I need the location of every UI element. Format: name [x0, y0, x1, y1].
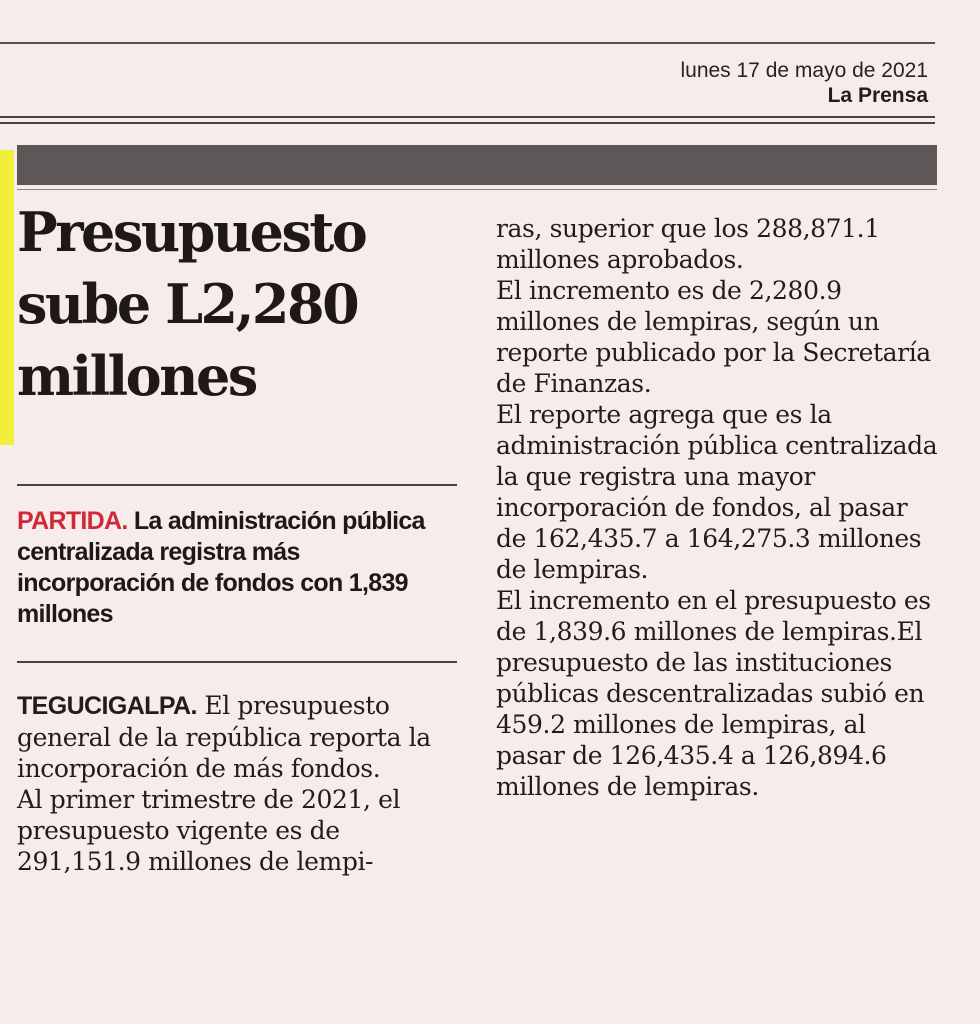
paragraph: El incremento en el presupuesto es de 1,839.6 millones de lempiras.El presupuesto de las instituciones públicas descentralizadas subió en 459.2 millones de lempiras, al pasar de 126,435.4 a 126,894.6 millones de lempiras.: [496, 586, 931, 801]
dateline: TEGUCIGALPA.: [17, 692, 197, 720]
top-rule: [0, 42, 935, 44]
issue-date: lunes 17 de mayo de 2021: [680, 59, 928, 82]
deck-text: La administración pública centralizada registra más incorporación de fondos con 1,839 millones: [17, 507, 425, 628]
headline-line: Presupuesto: [17, 200, 366, 264]
paragraph: [17, 690, 459, 784]
headline-line: millones: [17, 344, 256, 408]
paragraph: El incremento es de 2,280.9 millones de lempiras, según un reporte publicado por la Secretaría de Finanzas.: [496, 276, 931, 398]
double-rule: [0, 116, 935, 124]
section-band: [17, 145, 937, 185]
deck-top-rule: [17, 484, 457, 486]
deck-kicker: PARTIDA.: [17, 507, 128, 535]
highlighter-mark: [0, 150, 14, 445]
headline: [17, 196, 417, 412]
band-underline: [17, 189, 937, 190]
article-deck: [17, 506, 462, 630]
paragraph-text: El presupuesto general de la república reporta la incorporación de más fondos.: [17, 691, 431, 783]
article-column-1: [17, 690, 459, 877]
masthead: [680, 58, 928, 108]
newspaper-name: La Prensa: [827, 84, 928, 107]
paragraph: ras, superior que los 288,871.1 millones aprobados.: [496, 214, 880, 274]
paragraph: Al primer trimestre de 2021, el presupuesto vigente es de 291,151.9 millones de lempi-: [17, 785, 401, 876]
headline-line: sube L2,280: [17, 272, 358, 336]
article-column-2: [496, 213, 940, 802]
paragraph: El reporte agrega que es la administración pública centralizada la que registra una mayor incorporación de fondos, al pasar de 162,435.7 a 164,275.3 millones de lempiras.: [496, 400, 938, 584]
deck-bottom-rule: [17, 661, 457, 663]
